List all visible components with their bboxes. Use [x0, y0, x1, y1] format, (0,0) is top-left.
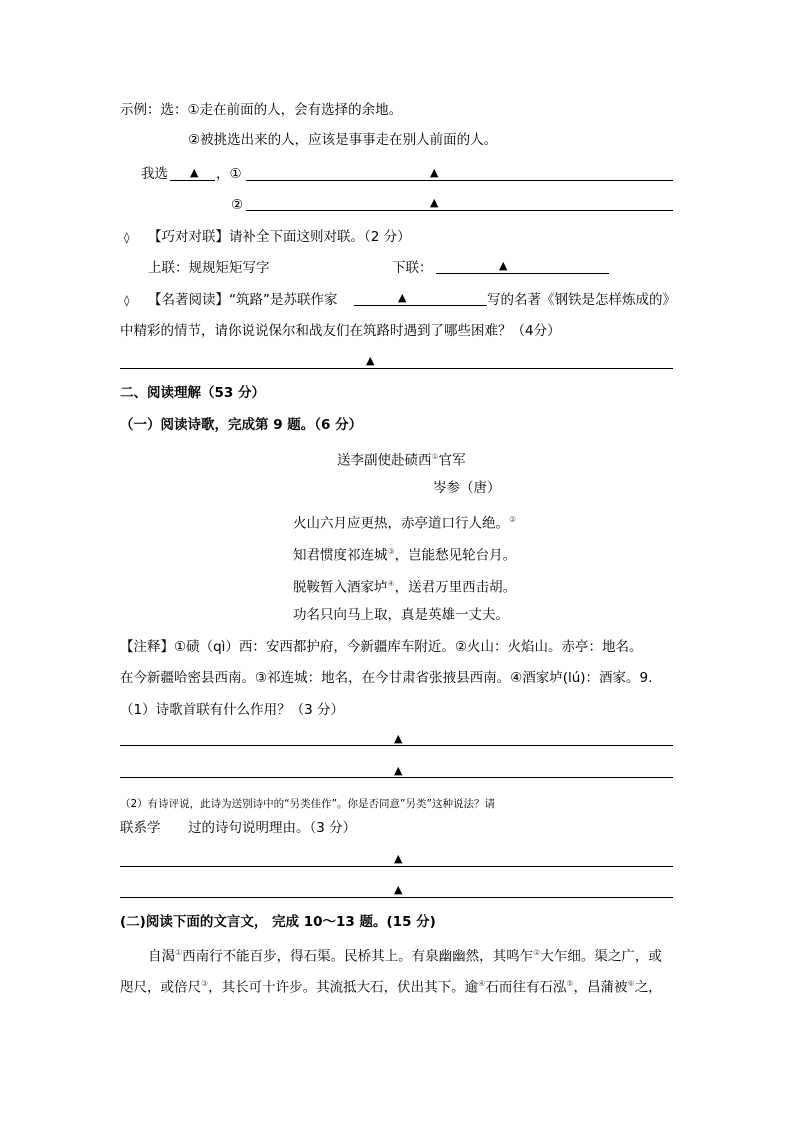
poem-title: 送李副使赴碛西①官军: [337, 452, 466, 469]
question-2: （2）有诗评说，此诗为送别诗中的“另类佳作”。你是否同意”另类”这种说法？请: [120, 798, 495, 810]
q1-marker-1: ▲: [394, 732, 403, 745]
question-1: （1）诗歌首联有什么作用？（3 分）: [120, 702, 344, 718]
question-2-cont-b: 过的诗句说明理由。（3 分）: [188, 820, 357, 836]
answer-line-1[interactable]: [246, 180, 673, 181]
poem-line-1: 火山六月应更热，赤亭道口行人绝。②: [293, 515, 517, 532]
author-marker: ▲: [398, 291, 407, 304]
classic-question: 中精彩的情节，请你说说保尔和战友们在筑路时遇到了哪些困难？（4分）: [120, 323, 561, 339]
part2-title: (二)阅读下面的文言文， 完成 10～13 题。(15 分): [120, 914, 436, 930]
notes-line-2: 在今新疆哈密县西南。③祁连城：地名，在今甘肃省张掖县西南。④酒家垆(lú)：酒家。9.: [120, 670, 653, 686]
q2-answer-line-1[interactable]: [120, 866, 673, 867]
question-2-cont-a: 联系学: [120, 820, 161, 836]
circle-two: ②: [231, 197, 244, 213]
choice-marker: ▲: [190, 166, 199, 179]
couplet-upper: 上联：规规矩矩写字: [148, 260, 270, 276]
choice-blank[interactable]: [170, 180, 215, 181]
passage-line-2: 咫尺，或倍尺③，其长可十许步。其流抵大石，伏出其下。逾④石而往有石泓⑤，昌蒲被⑥之，: [120, 979, 662, 996]
bullet-icon: ◊: [124, 231, 130, 244]
classic-marker: ▲: [366, 354, 375, 367]
notes-line-1: 【注释】①碛（qì）西：安西都护府，今新疆库车附近。②火山：火焰山。赤亭：地名。: [120, 639, 643, 655]
part1-title: （一）阅读诗歌，完成第 9 题。（6 分）: [120, 417, 363, 433]
poem-line-3: 脱鞍暂入酒家垆④，送君万里西击胡。: [293, 579, 517, 596]
couplet-tag: 【巧对对联】请补全下面这则对联。（2 分）: [148, 229, 411, 245]
poem-line-2: 知君惯度祁连城③，岂能愁见轮台月。: [293, 547, 517, 564]
example-line-2: ②被挑选出来的人，应该是事事走在别人前面的人。: [188, 132, 498, 148]
couplet-blank[interactable]: [436, 273, 609, 274]
classic-answer-line[interactable]: [120, 368, 673, 369]
author-blank[interactable]: [354, 305, 487, 306]
classic-mid: 写的名著《钢铁是怎样炼成的》: [487, 292, 676, 308]
my-choice-label: 我选: [141, 166, 168, 182]
poem-line-4: 功名只向马上取，真是英雄一丈夫。: [293, 607, 509, 623]
comma-one: ，①: [216, 166, 242, 182]
answer-marker-1: ▲: [430, 166, 439, 179]
couplet-marker: ▲: [499, 259, 508, 272]
poem-author: 岑参（唐）: [433, 480, 501, 496]
answer-line-2[interactable]: [246, 210, 673, 211]
passage-line-1: 自渴①西南行不能百步，得石渠。民桥其上。有泉幽幽然，其鸣乍②大乍细。渠之广，或: [148, 948, 662, 965]
example-line-1: 示例：选：①走在前面的人，会有选择的余地。: [120, 102, 403, 118]
q2-marker-2: ▲: [394, 883, 403, 896]
section2-title: 二、阅读理解（53 分）: [120, 385, 265, 401]
classic-tag: 【名著阅读】“筑路”是苏联作家: [148, 292, 338, 308]
q2-marker-1: ▲: [394, 852, 403, 865]
answer-marker-2: ▲: [430, 196, 439, 209]
q2-answer-line-2[interactable]: [120, 897, 673, 898]
q1-marker-2: ▲: [394, 764, 403, 777]
couplet-lower-label: 下联：: [392, 260, 433, 276]
bullet-icon: ◊: [124, 294, 130, 307]
